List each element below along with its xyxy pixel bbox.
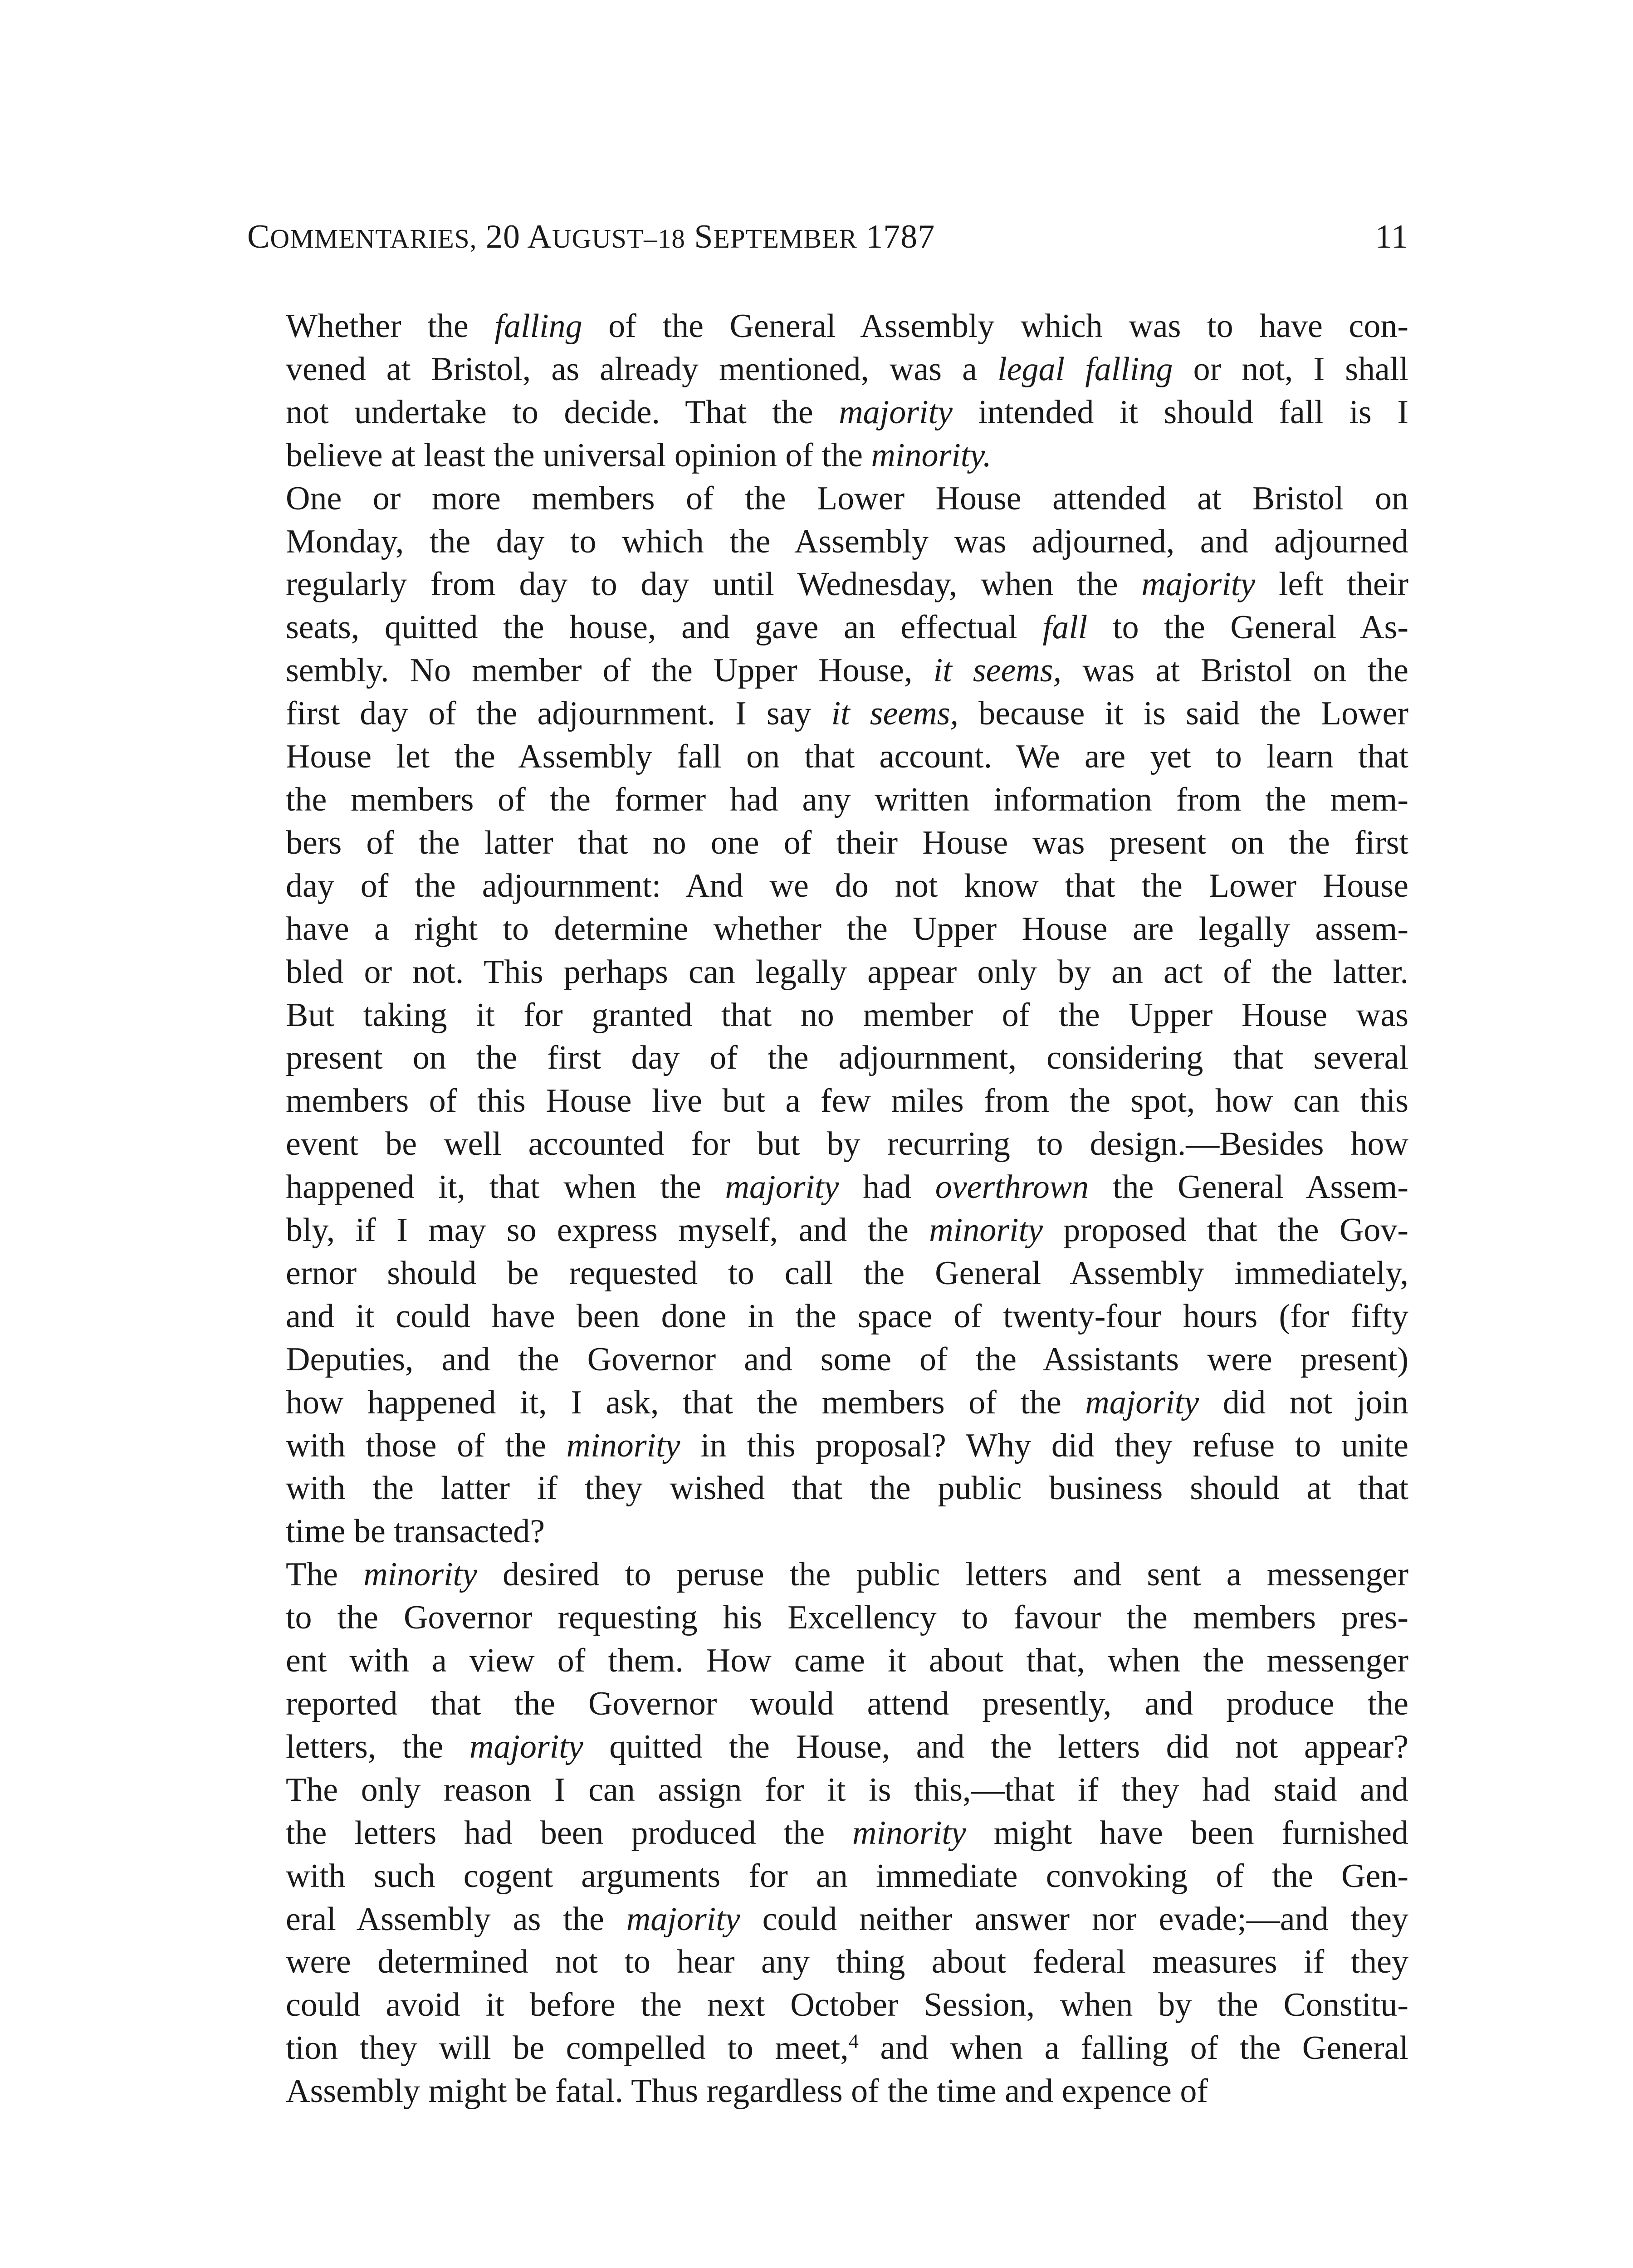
text-line: The minority desired to peruse the public letters and sent a messenger [286,1556,1409,1593]
text-line: The only reason I can assign for it is this,—that if they had staid and [286,1771,1408,1809]
paragraph [247,477,1408,1554]
page-header [247,218,1408,268]
text-line: time be transacted? [286,1513,545,1550]
text-line: eral Assembly as the majority could neither answer nor evade;—and they [286,1900,1408,1938]
text-line: Monday, the day to which the Assembly was adjourned, and adjourned [286,523,1408,560]
text-line: first day of the adjournment. I say it seems, because it is said the Lower [286,695,1409,733]
paragraph [247,1553,1408,2113]
text-line: tion they will be compelled to meet,$^4$ and when a falling of the General [286,2029,1408,2067]
text-line: House let the Assembly fall on that account. We are yet to learn that [286,738,1408,776]
text-line: ent with a view of them. How came it about that, when the messenger [286,1642,1408,1680]
text-line: bers of the latter that no one of their House was present on the first [286,824,1408,861]
text-line: with such cogent arguments for an immediate convoking of the Gen- [286,1857,1408,1895]
text-line: reported that the Governor would attend presently, and produce the [286,1685,1408,1722]
text-line: letters, the majority quitted the House, and the letters did not appear? [286,1728,1408,1765]
text-line: could avoid it before the next October Session, when by the Constitu- [286,1986,1408,2024]
text-line: the letters had been produced the minority might have been furnished [286,1814,1409,1852]
text-line: bly, if I may so express myself, and the minority proposed that the Gov- [286,1212,1408,1249]
text-line: One or more members of the Lower House attended at Bristol on [286,479,1408,517]
text-line: happened it, that when the majority had overthrown the General Assem- [286,1168,1408,1206]
text-line: were determined not to hear any thing about federal measures if they [286,1943,1408,1981]
text-line: But taking it for granted that no member of the Upper House was [286,996,1408,1034]
paragraph [247,305,1408,477]
text-line: believe at least the universal opinion of the minority. [286,436,992,474]
text-line: vened at Bristol, as already mentioned, was a legal falling or not, I shall [286,350,1409,388]
text-line: Deputies, and the Governor and some of the Assistants were present) [286,1340,1408,1378]
text-line: have a right to determine whether the Upper House are legally assem- [286,910,1408,948]
text-line: ernor should be requested to call the General Assembly immediately, [286,1254,1408,1292]
text-line: not undertake to decide. That the majority intended it should fall is I [286,393,1408,431]
text-line: members of this House live but a few miles from the spot, how can this [286,1082,1408,1120]
text-line: seats, quitted the house, and gave an effectual fall to the General As- [286,609,1408,646]
page-number: 11 [1375,218,1408,255]
text-line: to the Governor requesting his Excellency to favour the members pres- [286,1599,1408,1637]
text-line: sembly. No member of the Upper House, it seems, was at Bristol on the [286,652,1408,689]
text-line: with those of the minority in this proposal? Why did they refuse to unite [286,1427,1408,1464]
text-line: present on the first day of the adjournment, considering that several [286,1039,1408,1077]
running-head: COMMENTARIES, 20 AUGUST–18 SEPTEMBER 1787 [247,218,935,255]
text-line: day of the adjournment: And we do not know that the Lower House [286,867,1408,904]
text-line: with the latter if they wished that the public business should at that [286,1470,1408,1507]
body-text [247,305,1408,2113]
text-line: event be well accounted for but by recurring to design.—Besides how [286,1125,1408,1163]
text-line: Assembly might be fatal. Thus regardless of the time and expence of [286,2072,1208,2110]
text-line: regularly from day to day until Wednesday, when the majority left their [286,566,1408,603]
text-line: Whether the falling of the General Assembly which was to have con- [286,308,1409,345]
text-line: bled or not. This perhaps can legally appear only by an act of the latter. [286,953,1408,991]
text-line: how happened it, I ask, that the members of the majority did not join [286,1383,1408,1421]
text-line: and it could have been done in the space of twenty-four hours (for fifty [286,1297,1408,1335]
text-line: the members of the former had any written information from the mem- [286,781,1408,818]
